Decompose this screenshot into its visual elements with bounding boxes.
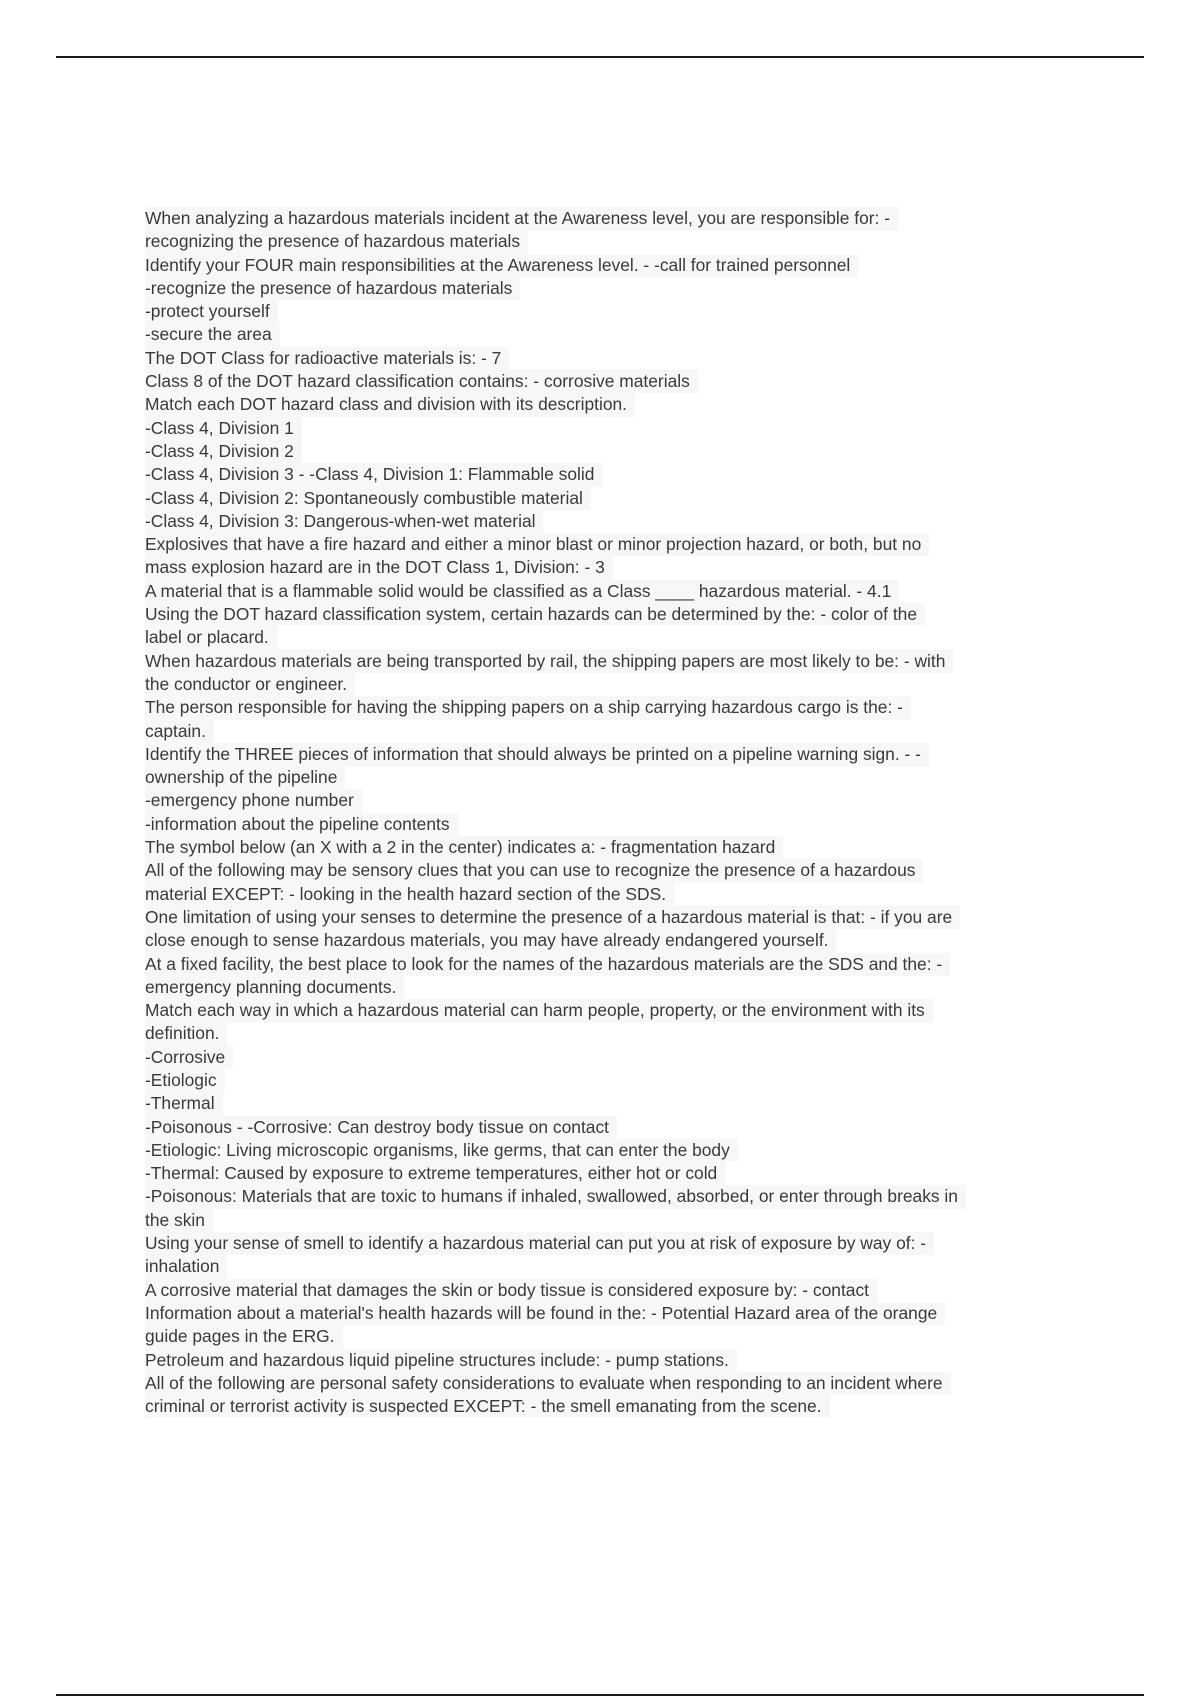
text-line: -recognize the presence of hazardous materials bbox=[145, 277, 520, 300]
text-line: definition. bbox=[145, 1022, 227, 1045]
text-line: When hazardous materials are being transported by rail, the shipping papers are most likely to be: - with bbox=[145, 650, 953, 673]
text-line: captain. bbox=[145, 720, 214, 743]
text-line: close enough to sense hazardous materials, you may have already endangered yourself. bbox=[145, 929, 836, 952]
text-line: emergency planning documents. bbox=[145, 976, 404, 999]
text-line: One limitation of using your senses to determine the presence of a hazardous material is that: - if you are bbox=[145, 906, 960, 929]
text-line: Explosives that have a fire hazard and either a minor blast or minor projection hazard, or both, but no bbox=[145, 533, 929, 556]
text-line: Identify the THREE pieces of information that should always be printed on a pipeline warning sign. - - bbox=[145, 743, 929, 766]
text-line: criminal or terrorist activity is suspected EXCEPT: - the smell emanating from the scene. bbox=[145, 1395, 830, 1418]
text-line: -information about the pipeline contents bbox=[145, 813, 458, 836]
text-line: -Etiologic bbox=[145, 1069, 225, 1092]
text-line: All of the following are personal safety considerations to evaluate when responding to an incident where bbox=[145, 1372, 951, 1395]
text-line: -Class 4, Division 3: Dangerous-when-wet material bbox=[145, 510, 543, 533]
text-line: material EXCEPT: - looking in the health hazard section of the SDS. bbox=[145, 883, 674, 906]
text-line: All of the following may be sensory clues that you can use to recognize the presence of a hazardous bbox=[145, 859, 923, 882]
text-line: Using the DOT hazard classification system, certain hazards can be determined by the: - color of the bbox=[145, 603, 925, 626]
text-line: the skin bbox=[145, 1209, 213, 1232]
text-line: -Thermal: Caused by exposure to extreme temperatures, either hot or cold bbox=[145, 1162, 725, 1185]
text-line: -Poisonous - -Corrosive: Can destroy body tissue on contact bbox=[145, 1116, 617, 1139]
text-line: Petroleum and hazardous liquid pipeline structures include: - pump stations. bbox=[145, 1349, 737, 1372]
document-body bbox=[145, 207, 1085, 1418]
text-line: Using your sense of smell to identify a hazardous material can put you at risk of exposure by way of: - bbox=[145, 1232, 934, 1255]
text-line: ownership of the pipeline bbox=[145, 766, 345, 789]
text-line: -Class 4, Division 1 bbox=[145, 417, 302, 440]
text-line: -secure the area bbox=[145, 323, 280, 346]
text-line: Match each way in which a hazardous material can harm people, property, or the environment with its bbox=[145, 999, 933, 1022]
text-line: The DOT Class for radioactive materials is: - 7 bbox=[145, 347, 509, 370]
text-line: mass explosion hazard are in the DOT Class 1, Division: - 3 bbox=[145, 556, 613, 579]
footer-rule bbox=[56, 1694, 1144, 1696]
text-line: -Class 4, Division 3 - -Class 4, Division 1: Flammable solid bbox=[145, 463, 602, 486]
text-line: Identify your FOUR main responsibilities at the Awareness level. - -call for trained personnel bbox=[145, 254, 858, 277]
text-line: When analyzing a hazardous materials incident at the Awareness level, you are responsible for: - bbox=[145, 207, 898, 230]
text-line: -Poisonous: Materials that are toxic to humans if inhaled, swallowed, absorbed, or enter through breaks in bbox=[145, 1185, 966, 1208]
text-line: Class 8 of the DOT hazard classification contains: - corrosive materials bbox=[145, 370, 698, 393]
text-line: -Class 4, Division 2: Spontaneously combustible material bbox=[145, 487, 591, 510]
text-line: -protect yourself bbox=[145, 300, 278, 323]
text-line: label or placard. bbox=[145, 626, 277, 649]
text-line: guide pages in the ERG. bbox=[145, 1325, 343, 1348]
header-rule bbox=[56, 56, 1144, 58]
text-line: A material that is a flammable solid would be classified as a Class ____ hazardous material. - 4.1 bbox=[145, 580, 899, 603]
text-line: -Class 4, Division 2 bbox=[145, 440, 302, 463]
text-line: The symbol below (an X with a 2 in the center) indicates a: - fragmentation hazard bbox=[145, 836, 783, 859]
text-line: recognizing the presence of hazardous materials bbox=[145, 230, 528, 253]
text-line: -Corrosive bbox=[145, 1046, 233, 1069]
text-line: -Etiologic: Living microscopic organisms, like germs, that can enter the body bbox=[145, 1139, 738, 1162]
text-line: the conductor or engineer. bbox=[145, 673, 355, 696]
text-line: Match each DOT hazard class and division with its description. bbox=[145, 393, 635, 416]
text-line: A corrosive material that damages the skin or body tissue is considered exposure by: - contact bbox=[145, 1279, 877, 1302]
text-line: inhalation bbox=[145, 1255, 227, 1278]
text-line: The person responsible for having the shipping papers on a ship carrying hazardous cargo is the: - bbox=[145, 696, 911, 719]
text-line: -emergency phone number bbox=[145, 789, 362, 812]
text-line: At a fixed facility, the best place to look for the names of the hazardous materials are the SDS and the: - bbox=[145, 953, 950, 976]
text-line: -Thermal bbox=[145, 1092, 223, 1115]
text-line: Information about a material's health hazards will be found in the: - Potential Hazard area of the orange bbox=[145, 1302, 945, 1325]
